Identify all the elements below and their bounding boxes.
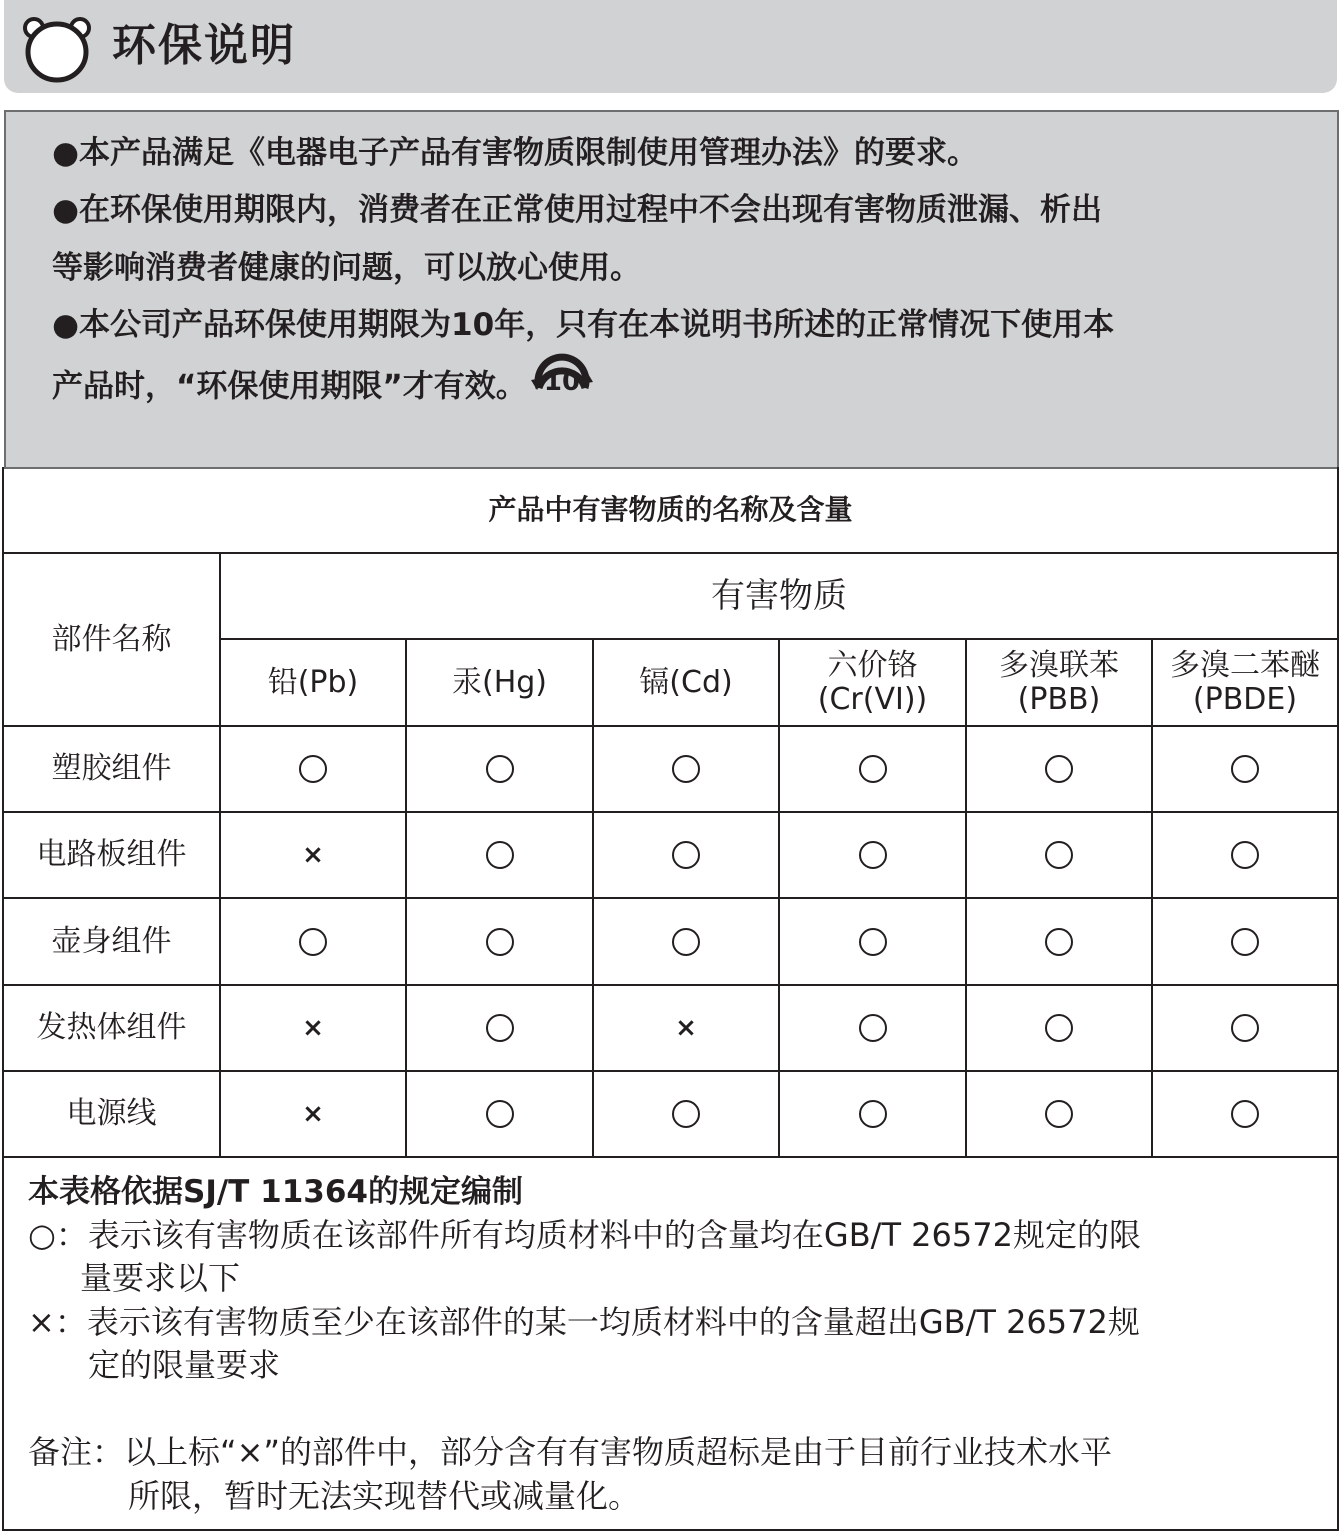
part-name: 壶身组件 bbox=[51, 923, 172, 959]
table-cell bbox=[594, 899, 778, 984]
within-limit-mark bbox=[1045, 1014, 1073, 1042]
table-cell bbox=[1153, 1072, 1337, 1156]
intro-line-3: 等影响消费者健康的问题，可以放心使用。 bbox=[52, 250, 641, 286]
remark-line-2: 所限，暂时无法实现替代或减量化。 bbox=[128, 1477, 641, 1515]
table-cell bbox=[407, 813, 592, 897]
eco-badge-text: 10 bbox=[543, 367, 580, 397]
intro-line-2: ●在环保使用期限内，消费者在正常使用过程中不会出现有害物质泄漏、析出 bbox=[52, 192, 1103, 228]
page-title: 环保说明 bbox=[112, 20, 296, 71]
substance-column-header bbox=[780, 640, 965, 725]
table-cell bbox=[407, 1072, 592, 1156]
table-title: 产品中有害物质的名称及含量 bbox=[488, 492, 853, 526]
table-cell bbox=[967, 899, 1151, 984]
intro-line-5-text: 产品时，“环保使用期限”才有效。 bbox=[52, 368, 527, 405]
table-cell bbox=[780, 986, 965, 1070]
substance-name: 多溴二苯醚 bbox=[1170, 647, 1320, 683]
table-cell bbox=[967, 727, 1151, 811]
within-limit-mark bbox=[1045, 928, 1073, 956]
part-name-header: 部件名称 bbox=[51, 621, 172, 657]
o-note-line-2: 量要求以下 bbox=[80, 1259, 241, 1297]
remark-line-1: 备注：以上标“×”的部件中，部分含有有害物质超标是由于目前行业技术水平 bbox=[28, 1433, 1112, 1471]
basis-note: 本表格依据SJ/T 11364的规定编制 bbox=[28, 1174, 523, 1210]
table-cell bbox=[967, 986, 1151, 1070]
table-cell bbox=[1153, 899, 1337, 984]
within-limit-mark bbox=[486, 1014, 514, 1042]
substance-group-header: 有害物质 bbox=[711, 576, 847, 616]
table-cell bbox=[780, 1072, 965, 1156]
substance-column-header bbox=[1153, 640, 1337, 725]
within-limit-mark bbox=[1231, 928, 1259, 956]
table-cell bbox=[1153, 813, 1337, 897]
table-cell bbox=[407, 986, 592, 1070]
within-limit-mark bbox=[859, 755, 887, 783]
within-limit-mark bbox=[486, 928, 514, 956]
table-cell bbox=[594, 727, 778, 811]
substance-column-header bbox=[221, 640, 405, 725]
exceeds-limit-mark: × bbox=[675, 1013, 697, 1043]
substance-column-header bbox=[594, 640, 778, 725]
within-limit-mark bbox=[672, 1100, 700, 1128]
substance-symbol: (PBB) bbox=[1017, 681, 1101, 717]
substance-name: 铅(Pb) bbox=[267, 664, 359, 700]
exceeds-limit-mark: × bbox=[302, 1013, 324, 1043]
within-limit-mark bbox=[1231, 841, 1259, 869]
within-limit-mark bbox=[859, 928, 887, 956]
substance-name: 镉(Cd) bbox=[639, 664, 733, 700]
substance-name: 汞(Hg) bbox=[451, 664, 547, 700]
table-cell bbox=[780, 727, 965, 811]
within-limit-mark bbox=[486, 841, 514, 869]
within-limit-mark bbox=[486, 755, 514, 783]
within-limit-mark bbox=[672, 755, 700, 783]
section-header bbox=[4, 0, 1337, 93]
within-limit-mark bbox=[672, 841, 700, 869]
substance-column-header bbox=[407, 640, 592, 725]
part-name: 发热体组件 bbox=[36, 1010, 187, 1045]
within-limit-mark bbox=[859, 1100, 887, 1128]
substance-column-header bbox=[967, 640, 1151, 725]
within-limit-mark bbox=[299, 928, 327, 956]
table-cell bbox=[407, 899, 592, 984]
o-note-line-1: ○：表示该有害物质在该部件所有均质材料中的含量均在GB/T 26572规定的限 bbox=[28, 1216, 1141, 1254]
within-limit-mark bbox=[1231, 1014, 1259, 1042]
within-limit-mark bbox=[1045, 755, 1073, 783]
table-cell bbox=[221, 986, 405, 1070]
intro-line-1: ●本产品满足《电器电子产品有害物质限制使用管理办法》的要求。 bbox=[52, 135, 979, 171]
within-limit-mark bbox=[1231, 1100, 1259, 1128]
bear-face-icon bbox=[22, 14, 92, 84]
substance-name: 六价铬 bbox=[827, 647, 918, 683]
table-cell bbox=[221, 813, 405, 897]
within-limit-mark bbox=[299, 755, 327, 783]
substance-symbol: (Cr(VI)) bbox=[817, 681, 928, 717]
table-cell bbox=[221, 727, 405, 811]
intro-line-4: ●本公司产品环保使用期限为10年，只有在本说明书所述的正常情况下使用本 bbox=[52, 307, 1115, 343]
within-limit-mark bbox=[1045, 841, 1073, 869]
within-limit-mark bbox=[672, 928, 700, 956]
table-cell bbox=[1153, 986, 1337, 1070]
x-note-line-2: 定的限量要求 bbox=[88, 1346, 281, 1384]
part-name: 塑胶组件 bbox=[51, 751, 172, 786]
x-note-line-1: ×：表示该有害物质至少在该部件的某一均质材料中的含量超出GB/T 26572规 bbox=[28, 1303, 1140, 1341]
exceeds-limit-mark: × bbox=[302, 840, 324, 870]
table-cell bbox=[1153, 727, 1337, 811]
part-name: 电源线 bbox=[66, 1096, 157, 1131]
substance-name: 多溴联苯 bbox=[999, 647, 1119, 683]
substance-symbol: (PBDE) bbox=[1192, 681, 1298, 717]
eco-period-10-icon bbox=[529, 348, 595, 414]
table-cell bbox=[594, 813, 778, 897]
exceeds-limit-mark: × bbox=[302, 1099, 324, 1129]
intro-line-5 bbox=[52, 362, 595, 414]
within-limit-mark bbox=[859, 841, 887, 869]
within-limit-mark bbox=[1231, 755, 1259, 783]
table-cell bbox=[594, 986, 778, 1070]
part-name: 电路板组件 bbox=[36, 837, 187, 872]
table-cell bbox=[221, 899, 405, 984]
table-cell bbox=[967, 813, 1151, 897]
table-cell bbox=[407, 727, 592, 811]
within-limit-mark bbox=[486, 1100, 514, 1128]
within-limit-mark bbox=[859, 1014, 887, 1042]
table-cell bbox=[967, 1072, 1151, 1156]
within-limit-mark bbox=[1045, 1100, 1073, 1128]
intro-box bbox=[4, 110, 1339, 469]
table-cell bbox=[780, 813, 965, 897]
table-cell bbox=[594, 1072, 778, 1156]
table-cell bbox=[221, 1072, 405, 1156]
table-cell bbox=[780, 899, 965, 984]
